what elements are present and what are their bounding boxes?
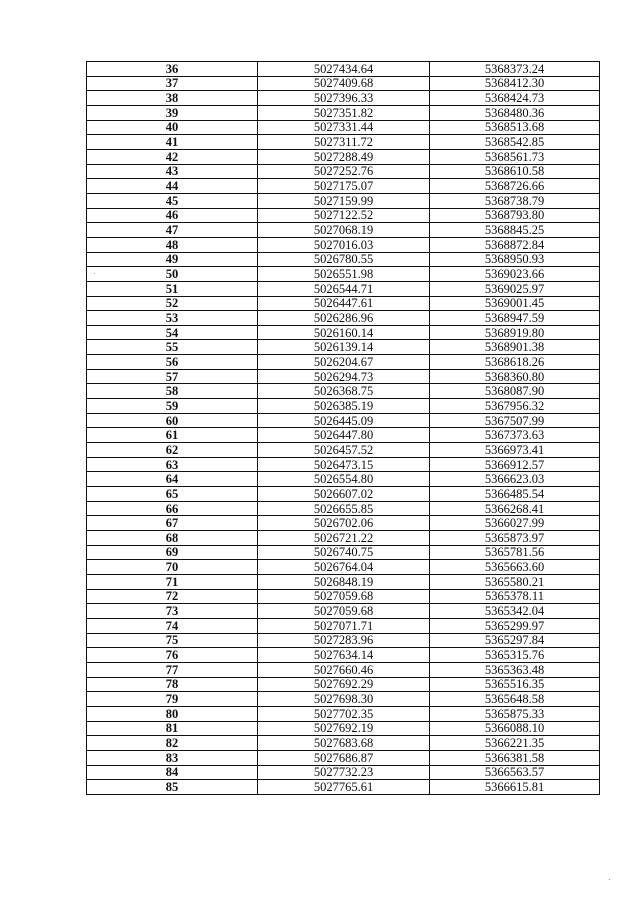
point-number-cell: 53 [87,311,258,326]
table-row [87,223,600,238]
x-coordinate-cell: 5027283.96 [258,633,430,648]
y-coordinate-cell: 5368947.59 [430,311,600,326]
x-coordinate-cell: 5027288.49 [258,149,430,164]
y-coordinate-cell: 5367507.99 [430,413,600,428]
point-number-cell: 84 [87,765,258,780]
y-coordinate-cell: 5366563.57 [430,765,600,780]
y-coordinate-cell: 5365315.76 [430,648,600,663]
y-coordinate-cell: 5365297.84 [430,633,600,648]
y-coordinate-cell: 5368872.84 [430,237,600,252]
point-number-cell: 55 [87,340,258,355]
point-number-cell: 45 [87,193,258,208]
table-row [87,633,600,648]
y-coordinate-cell: 5368726.66 [430,179,600,194]
y-coordinate-cell: 5368610.58 [430,164,600,179]
point-number-cell: 78 [87,677,258,692]
y-coordinate-cell: 5365781.56 [430,545,600,560]
table-row [87,574,600,589]
point-number-cell: 69 [87,545,258,560]
table-row [87,311,600,326]
table-row [87,149,600,164]
point-number-cell: 67 [87,516,258,531]
point-number-cell: 43 [87,164,258,179]
y-coordinate-cell: 5368373.24 [430,62,600,77]
y-coordinate-cell: 5369025.97 [430,281,600,296]
point-number-cell: 41 [87,135,258,150]
point-number-cell: 51 [87,281,258,296]
x-coordinate-cell: 5026848.19 [258,574,430,589]
y-coordinate-cell: 5366973.41 [430,443,600,458]
table-row [87,281,600,296]
table-row [87,443,600,458]
x-coordinate-cell: 5026702.06 [258,516,430,531]
x-coordinate-cell: 5026139.14 [258,340,430,355]
y-coordinate-cell: 5368360.80 [430,369,600,384]
table-row [87,384,600,399]
point-number-cell: 85 [87,780,258,795]
y-coordinate-cell: 5366615.81 [430,780,600,795]
point-number-cell: 36 [87,62,258,77]
y-coordinate-cell: 5365342.04 [430,604,600,619]
x-coordinate-cell: 5027660.46 [258,662,430,677]
table-row [87,457,600,472]
point-number-cell: 38 [87,91,258,106]
y-coordinate-cell: 5368845.25 [430,223,600,238]
table-row [87,91,600,106]
point-number-cell: 83 [87,750,258,765]
table-row [87,545,600,560]
x-coordinate-cell: 5026551.98 [258,267,430,282]
x-coordinate-cell: 5027698.30 [258,692,430,707]
x-coordinate-cell: 5026655.85 [258,501,430,516]
point-number-cell: 52 [87,296,258,311]
x-coordinate-cell: 5026554.80 [258,472,430,487]
x-coordinate-cell: 5027122.52 [258,208,430,223]
point-number-cell: 48 [87,237,258,252]
point-number-cell: 47 [87,223,258,238]
x-coordinate-cell: 5027159.99 [258,193,430,208]
y-coordinate-cell: 5367956.32 [430,399,600,414]
x-coordinate-cell: 5027252.76 [258,164,430,179]
x-coordinate-cell: 5027692.29 [258,677,430,692]
table-row [87,193,600,208]
point-number-cell: 59 [87,399,258,414]
table-row [87,501,600,516]
table-row [87,413,600,428]
coordinates-table [86,61,600,795]
y-coordinate-cell: 5368087.90 [430,384,600,399]
x-coordinate-cell: 5027059.68 [258,589,430,604]
x-coordinate-cell: 5027702.35 [258,706,430,721]
table-row [87,179,600,194]
y-coordinate-cell: 5365363.48 [430,662,600,677]
point-number-cell: 80 [87,706,258,721]
y-coordinate-cell: 5365516.35 [430,677,600,692]
table-row [87,648,600,663]
table-row [87,604,600,619]
point-number-cell: 40 [87,120,258,135]
x-coordinate-cell: 5027175.07 [258,179,430,194]
point-number-cell: 58 [87,384,258,399]
y-coordinate-cell: 5366623.03 [430,472,600,487]
point-number-cell: 68 [87,531,258,546]
y-coordinate-cell: 5368919.80 [430,325,600,340]
table-row [87,618,600,633]
point-number-cell: 73 [87,604,258,619]
table-row [87,340,600,355]
point-number-cell: 75 [87,633,258,648]
y-coordinate-cell: 5366221.35 [430,736,600,751]
table-row [87,120,600,135]
x-coordinate-cell: 5026764.04 [258,560,430,575]
y-coordinate-cell: 5369001.45 [430,296,600,311]
point-number-cell: 61 [87,428,258,443]
x-coordinate-cell: 5026473.15 [258,457,430,472]
scan-speck [609,879,610,880]
x-coordinate-cell: 5026447.80 [258,428,430,443]
point-number-cell: 46 [87,208,258,223]
x-coordinate-cell: 5026160.14 [258,325,430,340]
point-number-cell: 50 [87,267,258,282]
y-coordinate-cell: 5365873.97 [430,531,600,546]
y-coordinate-cell: 5368513.68 [430,120,600,135]
table-row [87,736,600,751]
x-coordinate-cell: 5027071.71 [258,618,430,633]
x-coordinate-cell: 5026607.02 [258,487,430,502]
point-number-cell: 76 [87,648,258,663]
table-row [87,267,600,282]
table-row [87,721,600,736]
point-number-cell: 56 [87,355,258,370]
y-coordinate-cell: 5368424.73 [430,91,600,106]
table-row [87,62,600,77]
scan-speck [94,273,95,274]
x-coordinate-cell: 5026457.52 [258,443,430,458]
x-coordinate-cell: 5026286.96 [258,311,430,326]
x-coordinate-cell: 5026204.67 [258,355,430,370]
x-coordinate-cell: 5026544.71 [258,281,430,296]
y-coordinate-cell: 5365580.21 [430,574,600,589]
point-number-cell: 66 [87,501,258,516]
x-coordinate-cell: 5026780.55 [258,252,430,267]
y-coordinate-cell: 5368738.79 [430,193,600,208]
table-row [87,428,600,443]
y-coordinate-cell: 5368561.73 [430,149,600,164]
coordinates-table-body [87,62,600,795]
x-coordinate-cell: 5027732.23 [258,765,430,780]
table-row [87,399,600,414]
table-row [87,516,600,531]
x-coordinate-cell: 5027686.87 [258,750,430,765]
x-coordinate-cell: 5027311.72 [258,135,430,150]
table-row [87,369,600,384]
point-number-cell: 82 [87,736,258,751]
table-row [87,765,600,780]
table-row [87,589,600,604]
x-coordinate-cell: 5027068.19 [258,223,430,238]
y-coordinate-cell: 5368793.80 [430,208,600,223]
point-number-cell: 65 [87,487,258,502]
y-coordinate-cell: 5368618.26 [430,355,600,370]
y-coordinate-cell: 5365663.60 [430,560,600,575]
x-coordinate-cell: 5026740.75 [258,545,430,560]
y-coordinate-cell: 5367373.63 [430,428,600,443]
table-row [87,750,600,765]
y-coordinate-cell: 5368901.38 [430,340,600,355]
y-coordinate-cell: 5366088.10 [430,721,600,736]
table-row [87,208,600,223]
x-coordinate-cell: 5027351.82 [258,105,430,120]
y-coordinate-cell: 5366485.54 [430,487,600,502]
table-row [87,560,600,575]
x-coordinate-cell: 5026294.73 [258,369,430,384]
table-row [87,296,600,311]
y-coordinate-cell: 5365378.11 [430,589,600,604]
point-number-cell: 72 [87,589,258,604]
x-coordinate-cell: 5027331.44 [258,120,430,135]
y-coordinate-cell: 5366912.57 [430,457,600,472]
point-number-cell: 63 [87,457,258,472]
point-number-cell: 71 [87,574,258,589]
table-row [87,780,600,795]
point-number-cell: 37 [87,76,258,91]
y-coordinate-cell: 5365299.97 [430,618,600,633]
x-coordinate-cell: 5026368.75 [258,384,430,399]
y-coordinate-cell: 5365648.58 [430,692,600,707]
table-row [87,164,600,179]
x-coordinate-cell: 5027692.19 [258,721,430,736]
point-number-cell: 57 [87,369,258,384]
point-number-cell: 49 [87,252,258,267]
x-coordinate-cell: 5026721.22 [258,531,430,546]
y-coordinate-cell: 5366027.99 [430,516,600,531]
table-row [87,662,600,677]
point-number-cell: 62 [87,443,258,458]
point-number-cell: 81 [87,721,258,736]
y-coordinate-cell: 5368412.30 [430,76,600,91]
table-row [87,355,600,370]
table-row [87,325,600,340]
x-coordinate-cell: 5027059.68 [258,604,430,619]
point-number-cell: 39 [87,105,258,120]
y-coordinate-cell: 5368480.36 [430,105,600,120]
x-coordinate-cell: 5026447.61 [258,296,430,311]
y-coordinate-cell: 5366381.58 [430,750,600,765]
table-row [87,677,600,692]
table-row [87,135,600,150]
x-coordinate-cell: 5027634.14 [258,648,430,663]
table-row [87,472,600,487]
x-coordinate-cell: 5027434.64 [258,62,430,77]
x-coordinate-cell: 5026445.09 [258,413,430,428]
y-coordinate-cell: 5368950.93 [430,252,600,267]
y-coordinate-cell: 5369023.66 [430,267,600,282]
x-coordinate-cell: 5027683.68 [258,736,430,751]
point-number-cell: 77 [87,662,258,677]
table-row [87,252,600,267]
table-row [87,105,600,120]
x-coordinate-cell: 5027765.61 [258,780,430,795]
x-coordinate-cell: 5026385.19 [258,399,430,414]
table-row [87,237,600,252]
x-coordinate-cell: 5027396.33 [258,91,430,106]
point-number-cell: 74 [87,618,258,633]
point-number-cell: 60 [87,413,258,428]
table-row [87,531,600,546]
table-row [87,76,600,91]
point-number-cell: 42 [87,149,258,164]
point-number-cell: 54 [87,325,258,340]
point-number-cell: 79 [87,692,258,707]
x-coordinate-cell: 5027016.03 [258,237,430,252]
y-coordinate-cell: 5368542.85 [430,135,600,150]
table-row [87,706,600,721]
point-number-cell: 70 [87,560,258,575]
y-coordinate-cell: 5365875.33 [430,706,600,721]
table-row [87,487,600,502]
y-coordinate-cell: 5366268.41 [430,501,600,516]
x-coordinate-cell: 5027409.68 [258,76,430,91]
table-row [87,692,600,707]
point-number-cell: 64 [87,472,258,487]
point-number-cell: 44 [87,179,258,194]
